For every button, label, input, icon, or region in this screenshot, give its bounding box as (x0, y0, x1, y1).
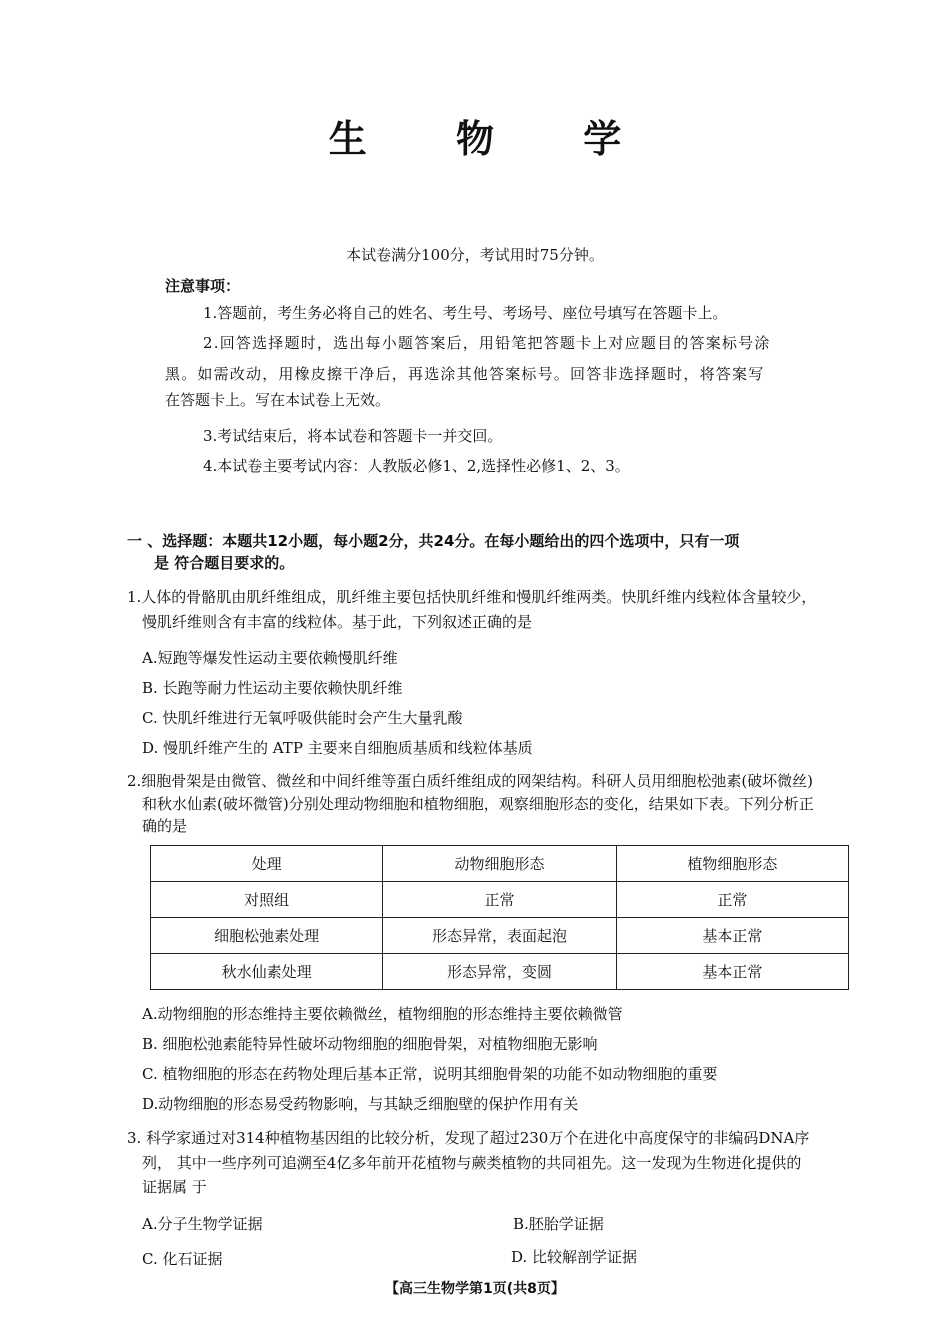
option-d: D.动物细胞的形态易受药物影响，与其缺乏细胞壁的保护作用有关 (142, 1095, 579, 1113)
option-d: D. 慢肌纤维产生的 ATP 主要来自细胞质基质和线粒体基质 (142, 739, 533, 757)
option-d: D. 比较解剖学证据 (511, 1248, 638, 1266)
results-table (150, 845, 849, 990)
option-b: B. 细胞松弛素能特异性破坏动物细胞的细胞骨架，对植物细胞无影响 (142, 1035, 598, 1053)
question-stem: 列， 其中一些序列可追溯至4亿多年前开花植物与蕨类植物的共同祖先。这一发现为生物进化提供的 (142, 1154, 802, 1172)
option-b: B.胚胎学证据 (513, 1215, 604, 1233)
table-cell: 秋水仙素处理 (151, 954, 383, 990)
table-header-cell: 动物细胞形态 (383, 846, 616, 882)
page-footer: 【高三生物学第1页(共8页】 (385, 1281, 565, 1297)
table-row (151, 882, 849, 918)
table-cell: 形态异常，表面起泡 (383, 918, 616, 954)
table-cell: 细胞松弛素处理 (151, 918, 383, 954)
option-c: C. 植物细胞的形态在药物处理后基本正常，说明其细胞骨架的功能不如动物细胞的重要 (142, 1065, 718, 1083)
table-cell: 基本正常 (616, 918, 848, 954)
question-stem: 2.细胞骨架是由微管、微丝和中间纤维等蛋白质纤维组成的网架结构。科研人员用细胞松弛素(破坏微丝) (127, 772, 814, 790)
table-cell: 形态异常，变圆 (383, 954, 616, 990)
option-c: C. 化石证据 (142, 1250, 223, 1268)
note-item: 黑。如需改动，用橡皮擦干净后，再选涂其他答案标号。回答非选择题时，将答案写 (165, 365, 765, 383)
note-item: 2.回答选择题时，选出每小题答案后，用铅笔把答题卡上对应题目的答案标号涂 (203, 334, 771, 352)
notes-heading: 注意事项： (165, 277, 241, 295)
table-cell: 基本正常 (616, 954, 848, 990)
option-a: A.动物细胞的形态维持主要依赖微丝，植物细胞的形态维持主要依赖微管 (142, 1005, 623, 1023)
question-stem: 1.人体的骨骼肌由肌纤维组成，肌纤维主要包括快肌纤维和慢肌纤维两类。快肌纤维内线粒体含量较少， (127, 588, 817, 606)
table-cell: 对照组 (151, 882, 383, 918)
question-stem: 3. 科学家通过对314种植物基因组的比较分析，发现了超过230万个在进化中高度保守的非编码DNA序 (127, 1129, 810, 1147)
question-stem: 证据属 于 (142, 1178, 207, 1196)
option-a: A.分子生物学证据 (142, 1215, 263, 1233)
option-b: B. 长跑等耐力性运动主要依赖快肌纤维 (142, 679, 403, 697)
note-item: 3.考试结束后，将本试卷和答题卡一并交回。 (203, 427, 503, 445)
question-stem: 和秋水仙素(破坏微管)分别处理动物细胞和植物细胞，观察细胞形态的变化，结果如下表。下列分析正 (142, 795, 814, 813)
question-stem: 慢肌纤维则含有丰富的线粒体。基于此，下列叙述正确的是 (142, 613, 533, 631)
page-title: 生 物 学 (328, 117, 660, 161)
note-item: 1.答题前，考生务必将自己的姓名、考生号、考场号、座位号填写在答题卡上。 (203, 304, 728, 322)
section-heading: 一 、选择题：本题共12小题，每小题2分，共24分。在每小题给出的四个选项中，只有一项 (127, 532, 740, 550)
table-row (151, 954, 849, 990)
table-cell: 正常 (383, 882, 616, 918)
option-c: C. 快肌纤维进行无氧呼吸供能时会产生大量乳酸 (142, 709, 463, 727)
table-header-cell: 处理 (151, 846, 383, 882)
option-a: A.短跑等爆发性运动主要依赖慢肌纤维 (142, 649, 398, 667)
note-item: 在答题卡上。写在本试卷上无效。 (165, 391, 391, 409)
note-item: 4.本试卷主要考试内容：人教版必修1、2,选择性必修1、2、3。 (203, 457, 630, 475)
table-row (151, 918, 849, 954)
table-header-row (151, 846, 849, 882)
exam-intro: 本试卷满分100分，考试用时75分钟。 (346, 246, 604, 264)
question-stem: 确的是 (142, 817, 188, 835)
table-cell: 正常 (616, 882, 848, 918)
table-header-cell: 植物细胞形态 (616, 846, 848, 882)
section-heading-cont: 是 符合题目要求的。 (154, 554, 295, 572)
